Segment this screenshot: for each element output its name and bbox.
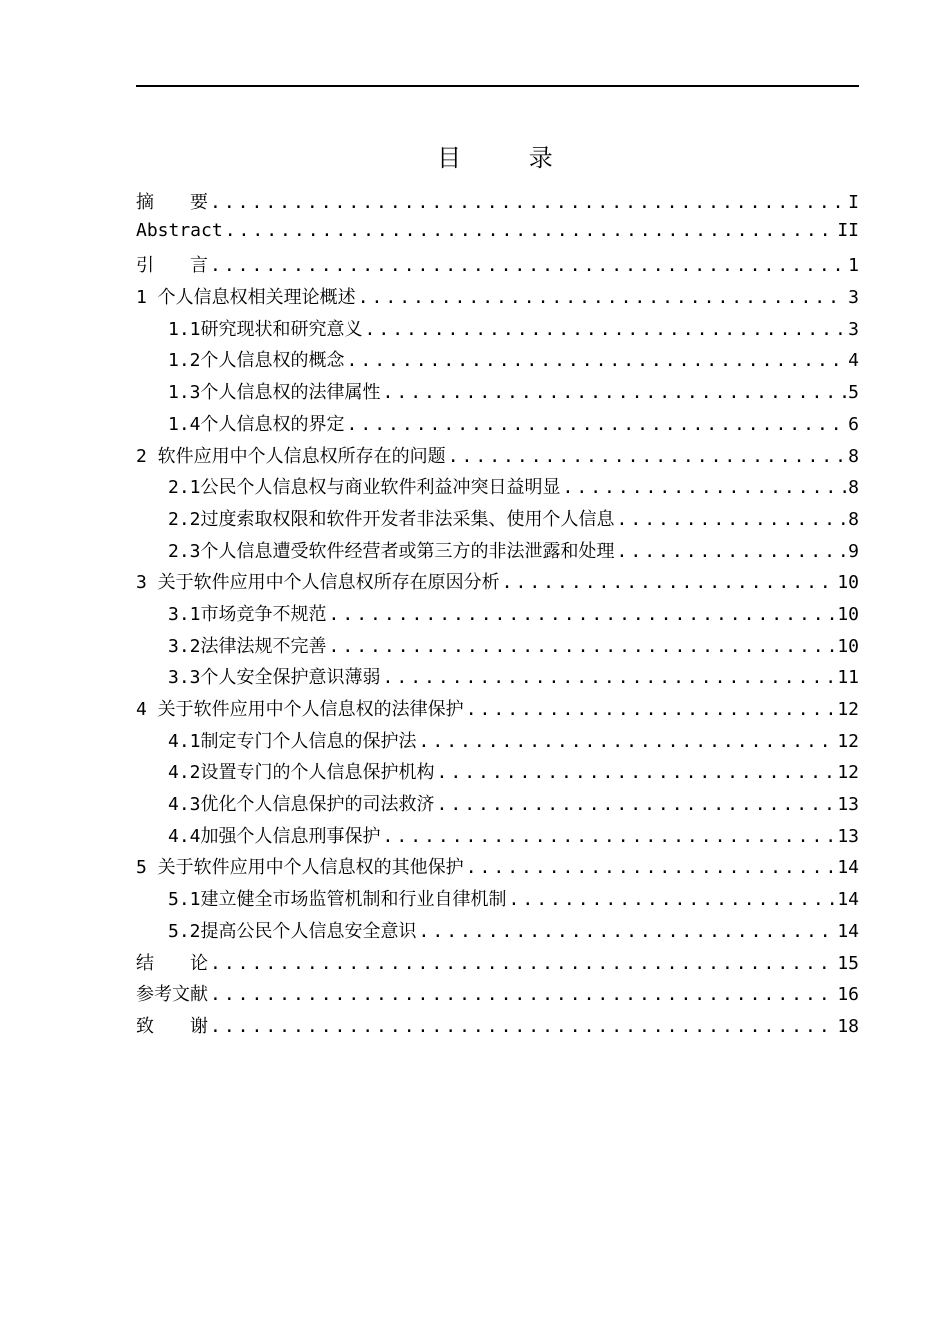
- toc-entry[interactable]: [136, 346, 859, 378]
- toc-entry[interactable]: [136, 378, 859, 410]
- toc-dot-leader: [509, 889, 836, 910]
- toc-entry-page: 13: [837, 794, 859, 816]
- toc-entry-label: 1.3个人信息权的法律属性: [168, 382, 381, 404]
- toc-entry-page: 10: [837, 635, 859, 657]
- toc-entry-page: 9: [848, 540, 859, 562]
- toc-entry[interactable]: [136, 410, 859, 442]
- toc-entry-label: 1.4个人信息权的界定: [168, 413, 345, 435]
- toc-entry-label: 2.1公民个人信息权与商业软件利益冲突日益明显: [168, 477, 561, 499]
- toc-dot-leader: [448, 446, 846, 467]
- toc-entry[interactable]: [136, 505, 859, 537]
- toc-entry-page: 4: [848, 350, 859, 372]
- toc-entry-page: 13: [837, 825, 859, 847]
- toc-entry[interactable]: [136, 727, 859, 759]
- toc-entry-page: 12: [837, 699, 859, 720]
- toc-entry-page: 5: [848, 382, 859, 404]
- toc-dot-leader: [210, 192, 846, 213]
- toc-dot-leader: [329, 636, 836, 657]
- toc-entry-label: 摘 要: [136, 192, 208, 213]
- toc-entry-label: 2 软件应用中个人信息权所存在的问题: [136, 445, 446, 467]
- toc-entry[interactable]: [136, 315, 859, 347]
- toc-entry-label: 4.3优化个人信息保护的司法救济: [168, 794, 435, 816]
- toc-entry-label: 1.2个人信息权的概念: [168, 350, 345, 372]
- toc-entry[interactable]: [136, 917, 859, 949]
- toc-entry[interactable]: [136, 695, 859, 727]
- toc-dot-leader: [358, 287, 846, 308]
- toc-dot-leader: [383, 667, 836, 688]
- toc-dot-leader: [225, 220, 836, 241]
- toc-dot-leader: [617, 541, 847, 562]
- toc-entry[interactable]: [136, 790, 859, 822]
- toc-entry[interactable]: [136, 1012, 859, 1044]
- toc-entry[interactable]: [136, 853, 859, 885]
- toc-title: 目 录: [437, 144, 583, 173]
- toc-dot-leader: [365, 319, 847, 340]
- toc-entry[interactable]: [136, 980, 859, 1012]
- toc-entry-page: II: [837, 219, 859, 241]
- toc-dot-leader: [437, 762, 836, 783]
- toc-dot-leader: [466, 699, 836, 720]
- toc-entry-page: 18: [837, 1015, 859, 1037]
- toc-dot-leader: [329, 604, 836, 625]
- toc-dot-leader: [502, 572, 836, 593]
- toc-entry-page: 12: [837, 730, 859, 752]
- toc-entry-page: 12: [837, 762, 859, 784]
- toc-entry-page: 8: [848, 445, 859, 467]
- toc-entry[interactable]: [136, 632, 859, 664]
- toc-entry-label: 5.1建立健全市场监管机制和行业自律机制: [168, 889, 507, 911]
- toc-entry-page: 14: [837, 920, 859, 942]
- toc-entry-label: 5 关于软件应用中个人信息权的其他保护: [136, 857, 464, 879]
- toc-entry-label: 结 论: [136, 952, 208, 974]
- toc-dot-leader: [210, 953, 835, 974]
- toc-dot-leader: [617, 509, 847, 530]
- toc-dot-leader: [347, 414, 847, 435]
- toc-entry-label: 1 个人信息权相关理论概述: [136, 287, 356, 309]
- header-rule: [136, 85, 859, 87]
- toc-entry-page: 14: [837, 857, 859, 879]
- toc-dot-leader: [210, 984, 835, 1005]
- toc-entry-label: 2.2过度索取权限和软件开发者非法采集、使用个人信息: [168, 508, 615, 530]
- toc-entry-page: 11: [837, 667, 859, 689]
- toc-entry-page: 16: [837, 984, 859, 1006]
- toc-entry[interactable]: [136, 663, 859, 695]
- toc-dot-leader: [383, 826, 836, 847]
- toc-entry[interactable]: [136, 949, 859, 981]
- toc-entry-page: I: [848, 192, 859, 213]
- toc-entry-label: Abstract: [136, 219, 223, 241]
- toc-entry[interactable]: [136, 758, 859, 790]
- toc-entry-label: 参考文献: [136, 984, 208, 1006]
- toc-entry-label: 致 谢: [136, 1015, 208, 1037]
- toc-entry[interactable]: [136, 442, 859, 474]
- toc-entry[interactable]: [136, 473, 859, 505]
- toc-entry[interactable]: [136, 600, 859, 632]
- toc-dot-leader: [383, 382, 847, 403]
- toc-entry-page: 6: [848, 413, 859, 435]
- toc-entry-page: 8: [848, 477, 859, 499]
- toc-entry[interactable]: [136, 188, 859, 220]
- toc-dot-leader: [437, 794, 836, 815]
- toc-dot-leader: [419, 921, 836, 942]
- toc-dot-leader: [347, 350, 847, 371]
- toc-entry[interactable]: [136, 251, 859, 283]
- toc-entry-label: 4.2设置专门的个人信息保护机构: [168, 762, 435, 784]
- toc-entry-label: 4.1制定专门个人信息的保护法: [168, 730, 417, 752]
- toc-dot-leader: [210, 1016, 835, 1037]
- toc-entry[interactable]: [136, 568, 859, 600]
- toc-dot-leader: [419, 731, 836, 752]
- toc-entry-page: 3: [848, 318, 859, 340]
- table-of-contents: [136, 188, 859, 1044]
- toc-entry-page: 10: [837, 603, 859, 625]
- toc-entry-page: 1: [848, 255, 859, 277]
- toc-entry-label: 1.1研究现状和研究意义: [168, 318, 363, 340]
- toc-entry-page: 14: [837, 889, 859, 911]
- toc-entry-page: 3: [848, 287, 859, 309]
- toc-entry-page: 10: [837, 572, 859, 594]
- toc-entry-page: 15: [837, 952, 859, 974]
- toc-entry-label: 3 关于软件应用中个人信息权所存在原因分析: [136, 572, 500, 594]
- toc-entry[interactable]: [136, 822, 859, 854]
- toc-entry-label: 3.3个人安全保护意识薄弱: [168, 667, 381, 689]
- toc-entry[interactable]: [136, 537, 859, 569]
- toc-dot-leader: [466, 857, 836, 878]
- toc-dot-leader: [210, 255, 846, 276]
- toc-entry-label: 2.3个人信息遭受软件经营者或第三方的非法泄露和处理: [168, 540, 615, 562]
- toc-entry-label: 4.4加强个人信息刑事保护: [168, 825, 381, 847]
- toc-dot-leader: [563, 477, 847, 498]
- toc-entry-label: 4 关于软件应用中个人信息权的法律保护: [136, 699, 464, 720]
- toc-entry[interactable]: [136, 283, 859, 315]
- toc-entry-label: 3.1市场竞争不规范: [168, 603, 327, 625]
- toc-entry-page: 8: [848, 508, 859, 530]
- toc-entry[interactable]: [136, 885, 859, 917]
- toc-entry-label: 引 言: [136, 255, 208, 277]
- toc-entry-label: 3.2法律法规不完善: [168, 635, 327, 657]
- toc-entry[interactable]: [136, 220, 859, 252]
- toc-entry-label: 5.2提高公民个人信息安全意识: [168, 920, 417, 942]
